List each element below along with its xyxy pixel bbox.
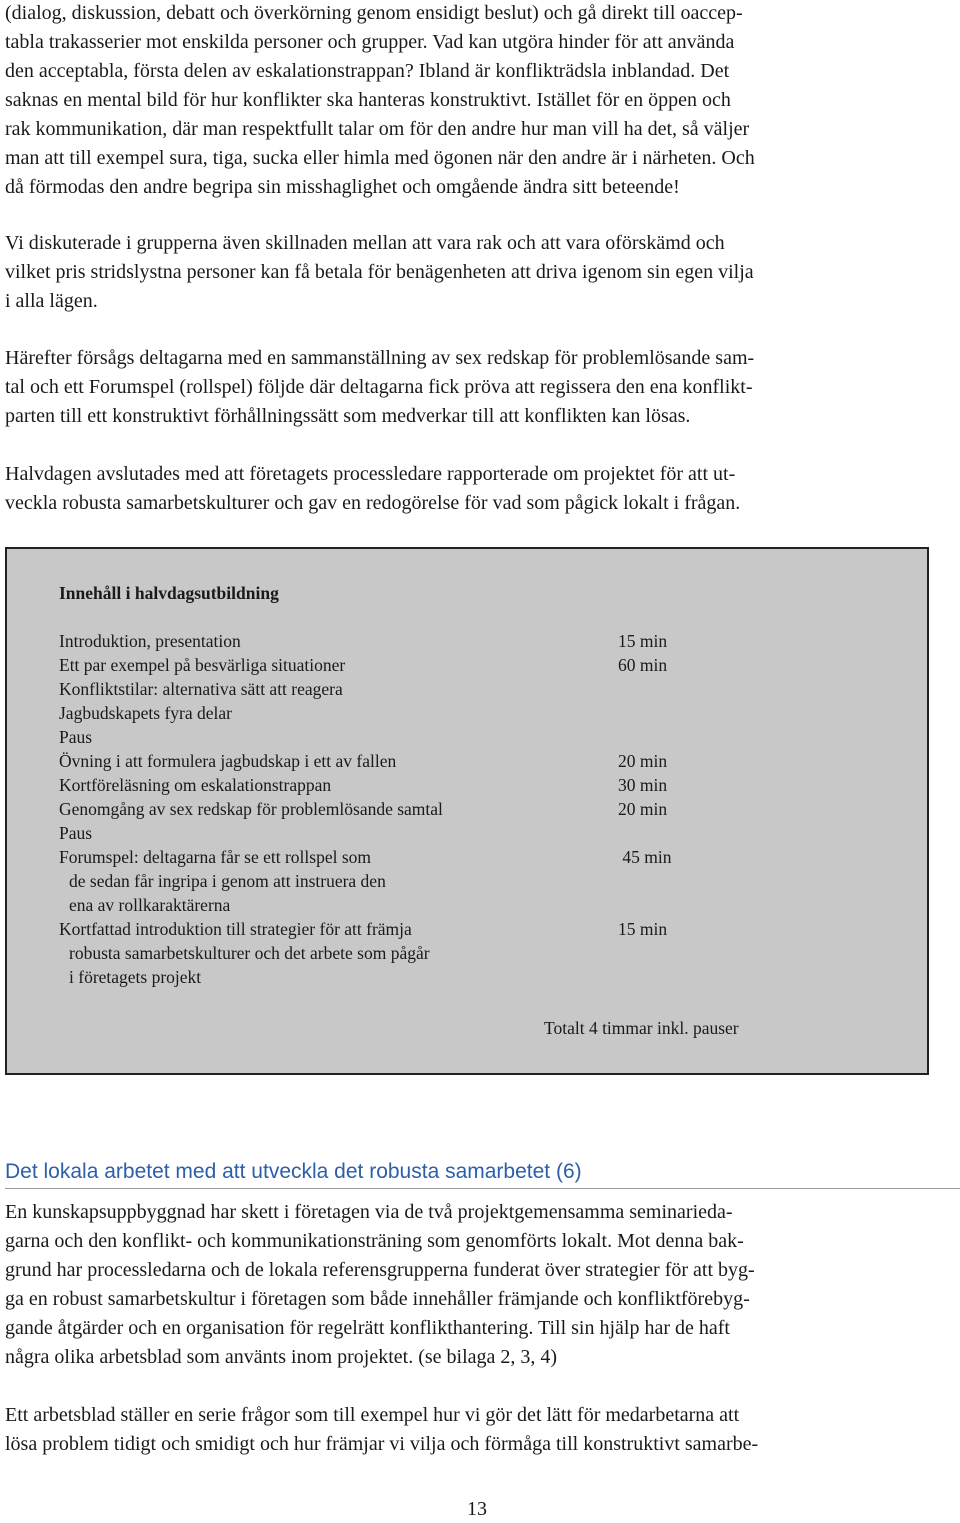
text-line: några olika arbetsblad som använts inom projektet. (se bilaga 2, 3, 4) [5,1346,558,1368]
schedule-activity: ena av rollkaraktärerna [69,895,231,915]
schedule-duration: 20 min [618,751,668,771]
text-line: gande åtgärder och en organisation för regelrätt konflikthantering. Till sin hjälp har de haft [5,1317,730,1339]
schedule-activity: Kortfattad introduktion till strategier för att främja [59,919,412,939]
text-line: Vi diskuterade i grupperna även skillnaden mellan att vara rak och att vara oförskämd och [5,232,725,254]
schedule-activity: Ett par exempel på besvärliga situationer [59,655,346,675]
schedule-duration: 30 min [618,775,668,795]
text-line: tal och ett Forumspel (rollspel) följde där deltagarna fick pröva att regissera den ena konflikt- [5,376,753,398]
text-line: garna och den konflikt- och kommunikationsträning som genomförts lokalt. Mot denna bak- [5,1230,744,1252]
text-line: Halvdagen avslutades med att företagets processledare rapporterade om projektet för att ut- [5,463,736,485]
text-line: veckla robusta samarbetskulturer och gav en redogörelse för vad som pågick lokalt i frågan. [5,492,741,514]
text-line: i alla lägen. [5,290,98,312]
schedule-duration: 15 min [618,631,668,651]
text-line: saknas en mental bild för hur konflikter ska hanteras konstruktivt. Istället för en öppen och [5,89,731,111]
schedule-activity: Kortföreläsning om eskalationstrappan [59,775,332,795]
schedule-activity: de sedan får ingripa i genom att instruera den [69,871,386,891]
schedule-activity: Introduktion, presentation [59,631,241,651]
schedule-activity: Forumspel: deltagarna får se ett rollspel som [59,847,372,867]
text-line: lösa problem tidigt och smidigt och hur främjar vi vilja och förmåga till konstruktivt samarbe- [5,1433,759,1455]
schedule-activity: Jagbudskapets fyra delar [59,703,232,723]
text-line: ga en robust samarbetskultur i företagen som både innehåller främjande och konfliktförebyg- [5,1288,750,1310]
text-line: då förmodas den andre begripa sin misshaglighet och omgående ändra sitt beteende! [5,176,680,198]
schedule-total: Totalt 4 timmar inkl. pauser [544,1018,739,1038]
schedule-activity: Övning i att formulera jagbudskap i ett av fallen [59,751,397,771]
schedule-activity: Paus [59,727,93,747]
text-line: Ett arbetsblad ställer en serie frågor som till exempel hur vi gör det lätt för medarbetarna att [5,1404,740,1426]
text-line: parten till ett konstruktivt förhållningssätt som medverkar till att konflikten kan lösas. [5,405,691,427]
schedule-activity: Konfliktstilar: alternativa sätt att reagera [59,679,343,699]
schedule-activity: Paus [59,823,93,843]
schedule-activity: robusta samarbetskulturer och det arbete som pågår [69,943,430,963]
text-line: grund har processledarna och de lokala referensgrupperna funderat över strategier för att byg- [5,1259,755,1281]
text-line: vilket pris stridslystna personer kan få betala för benägenheten att driva igenom sin egen vilja [5,261,754,283]
page-number: 13 [467,1498,487,1520]
text-line: den acceptabla, första delen av eskalationstrappan? Ibland är konflikträdsla inblandad. Det [5,60,730,82]
text-line: rak kommunikation, där man respektfullt talar om för den andre hur man vill ha det, så väljer [5,118,750,140]
text-line: (dialog, diskussion, debatt och överkörning genom ensidigt beslut) och gå direkt till oaccep- [5,2,743,24]
schedule-activity: i företagets projekt [69,967,202,987]
text-line: man att till exempel sura, tiga, sucka eller himla med ögonen när den andre är i närheten. Och [5,147,755,169]
schedule-duration: 60 min [618,655,668,675]
schedule-duration: 45 min [618,847,672,867]
text-line: En kunskapsuppbyggnad har skett i företagen via de två projektgemensamma seminarieda- [5,1201,733,1223]
schedule-activity: Genomgång av sex redskap för problemlösande samtal [59,799,443,819]
schedule-duration: 15 min [618,919,668,939]
schedule-heading: Innehåll i halvdagsutbildning [59,583,279,603]
text-line: Härefter försågs deltagarna med en sammanställning av sex redskap för problemlösande sam- [5,347,755,369]
schedule-box [5,547,929,1075]
schedule-duration: 20 min [618,799,668,819]
text-line: tabla trakasserier mot enskilda personer och grupper. Vad kan utgöra hinder för att använda [5,31,735,53]
section-heading: Det lokala arbetet med att utveckla det robusta samarbetet (6) [5,1158,960,1189]
